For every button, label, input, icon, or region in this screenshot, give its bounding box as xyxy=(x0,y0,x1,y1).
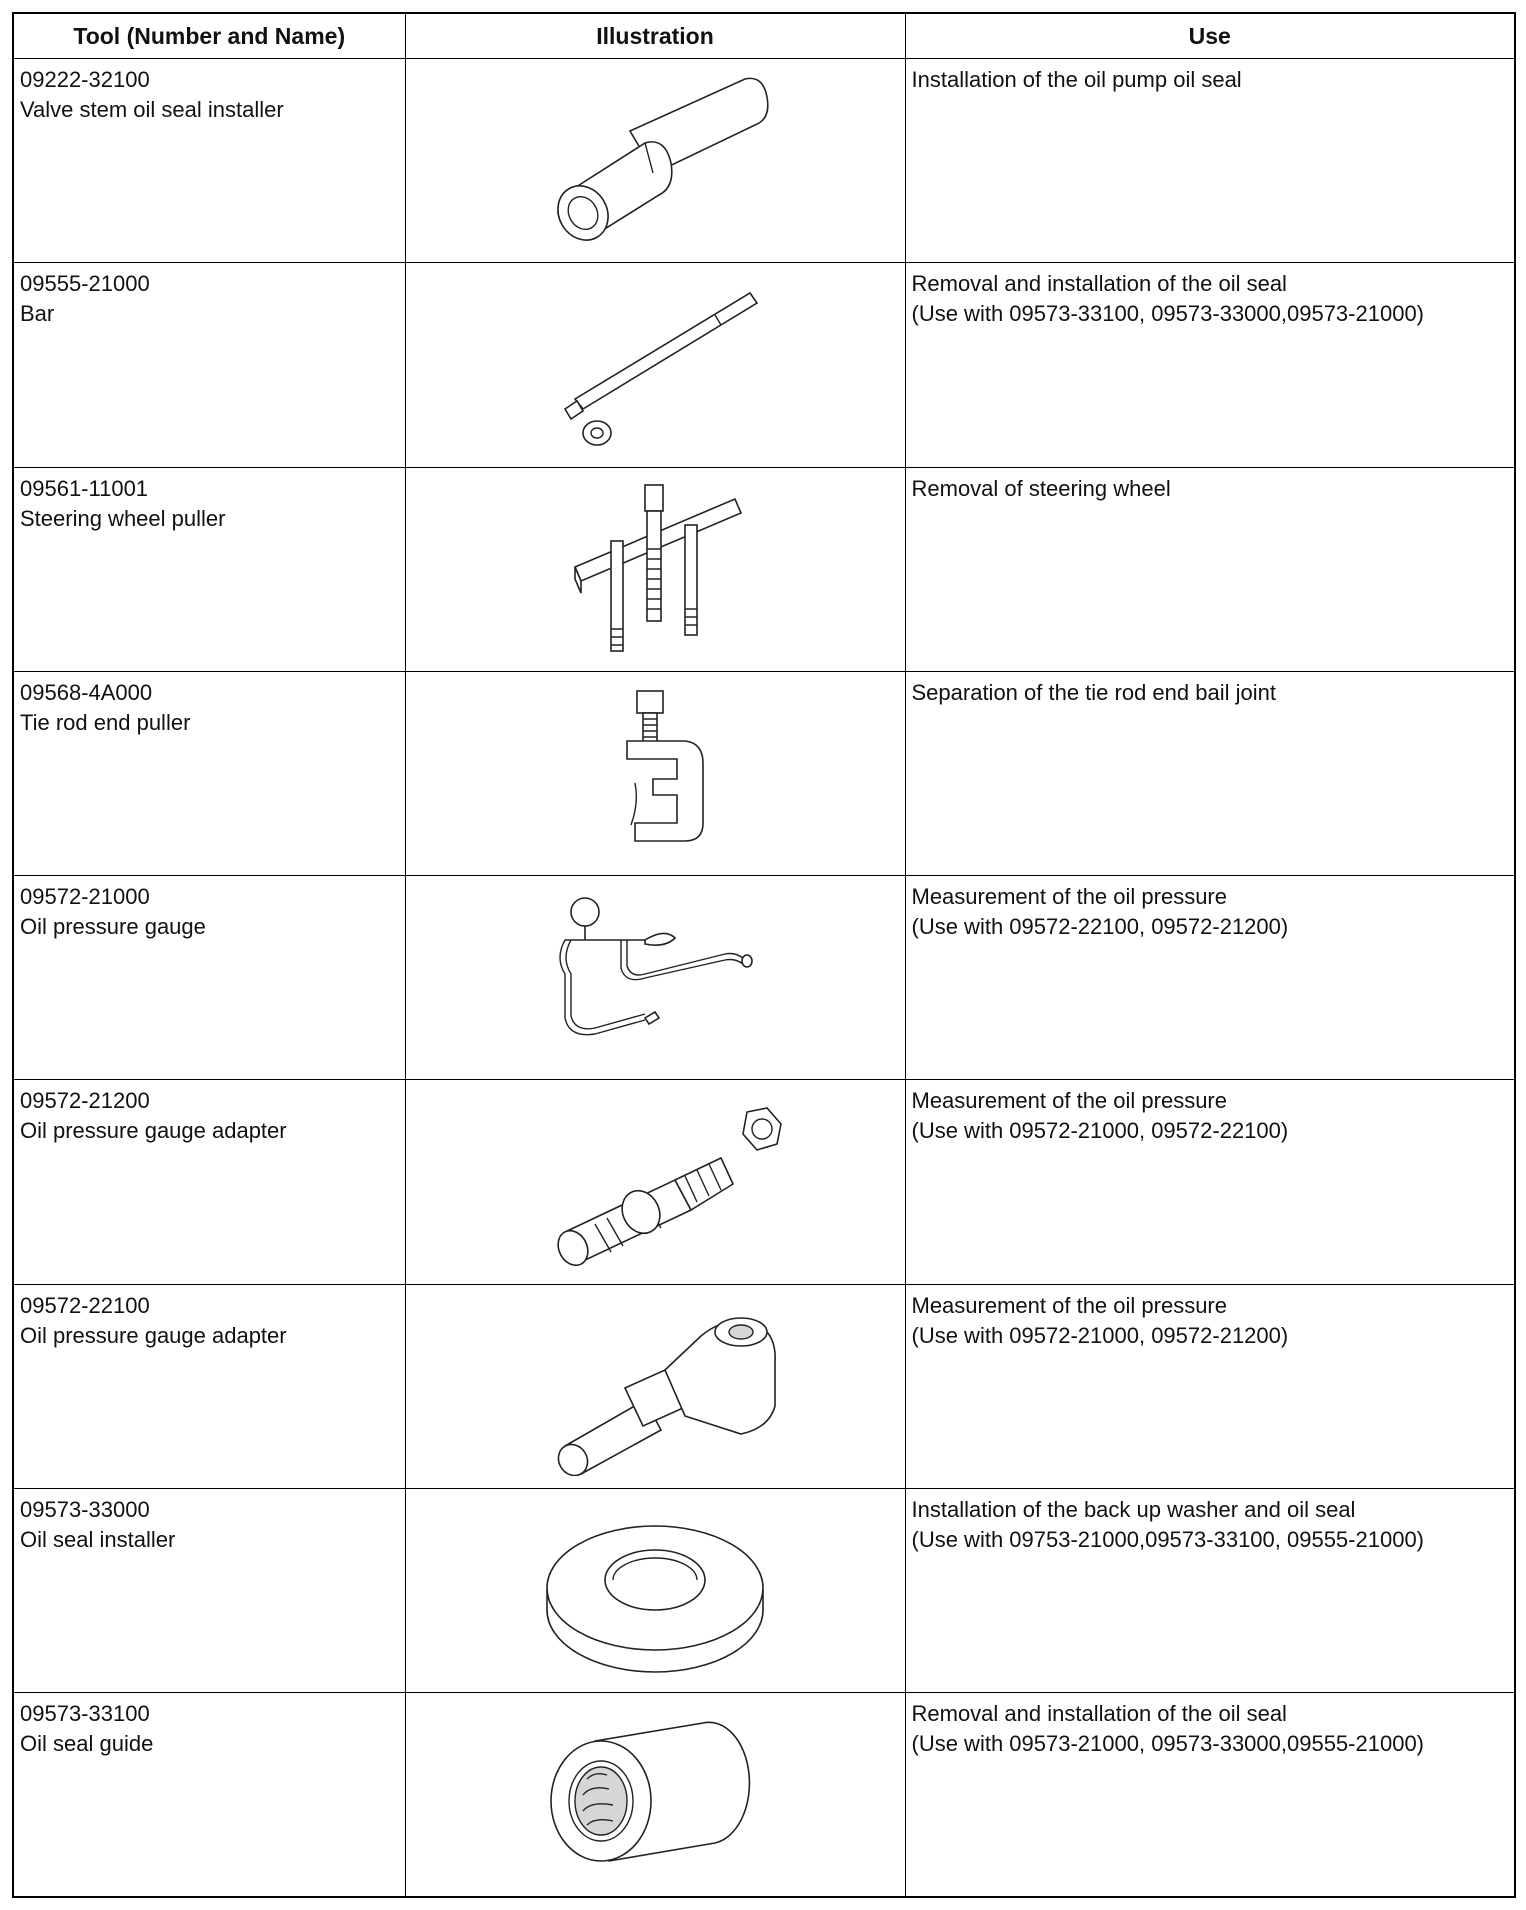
table-row xyxy=(13,671,1515,875)
tool-cell xyxy=(13,671,405,875)
header-use: Use xyxy=(905,13,1515,59)
table-row xyxy=(13,467,1515,671)
use-cell xyxy=(905,59,1515,263)
use-text: Measurement of the oil pressure xyxy=(911,1292,1227,1318)
table-header-row xyxy=(13,13,1515,59)
use-cell xyxy=(905,1488,1515,1692)
use-text: Installation of the back up washer and oil seal xyxy=(911,1496,1356,1522)
tool-number: 09572-22100 xyxy=(20,1292,150,1318)
tool-cell xyxy=(13,1080,405,1284)
tool-number: 09572-21200 xyxy=(20,1088,150,1114)
illustration-cell xyxy=(405,1693,905,1897)
tool-cell xyxy=(13,467,405,671)
tool-name: Oil pressure gauge xyxy=(20,914,206,940)
tool-number: 09573-33000 xyxy=(20,1496,150,1522)
tool-name: Steering wheel puller xyxy=(20,505,226,531)
tool-cell xyxy=(13,876,405,1080)
use-cell xyxy=(905,671,1515,875)
use-text: Installation of the oil pump oil seal xyxy=(911,67,1242,92)
use-cell xyxy=(905,1080,1515,1284)
use-cell xyxy=(905,263,1515,467)
use-note: (Use with 09572-22100, 09572-21200) xyxy=(911,914,1289,940)
tool-number: 09572-21000 xyxy=(20,884,150,910)
ring-washer-icon xyxy=(525,1500,785,1680)
banjo-adapter-icon xyxy=(525,1296,785,1476)
tool-name: Valve stem oil seal installer xyxy=(20,97,284,122)
use-cell xyxy=(905,1284,1515,1488)
illustration-cell xyxy=(405,263,905,467)
tool-number: 09573-33100 xyxy=(20,1701,150,1727)
bar-icon xyxy=(535,275,775,455)
table-row xyxy=(13,876,1515,1080)
tool-cell xyxy=(13,1488,405,1692)
tool-name: Tie rod end puller xyxy=(20,709,191,735)
use-text: Separation of the tie rod end bail joint xyxy=(911,679,1276,705)
table-row xyxy=(13,59,1515,263)
tool-number: 09555-21000 xyxy=(20,271,150,297)
seal-guide-icon xyxy=(525,1705,785,1885)
use-text: Removal and installation of the oil seal xyxy=(911,271,1287,297)
tool-name: Oil pressure gauge adapter xyxy=(20,1118,287,1144)
cylinder-installer-icon xyxy=(535,71,775,251)
use-note: (Use with 09573-33100, 09573-33000,09573-21000) xyxy=(911,301,1424,327)
illustration-cell xyxy=(405,59,905,263)
tool-name: Oil seal installer xyxy=(20,1526,176,1552)
tool-name: Bar xyxy=(20,301,55,327)
illustration-cell xyxy=(405,1488,905,1692)
illustration-cell xyxy=(405,671,905,875)
illustration-cell xyxy=(405,1284,905,1488)
table-row xyxy=(13,1284,1515,1488)
clamp-puller-icon xyxy=(535,683,775,863)
use-cell xyxy=(905,1693,1515,1897)
use-cell xyxy=(905,467,1515,671)
table-row xyxy=(13,1488,1515,1692)
fitting-nut-icon xyxy=(525,1092,785,1272)
tool-cell xyxy=(13,1284,405,1488)
use-text: Measurement of the oil pressure xyxy=(911,884,1227,910)
table-row xyxy=(13,1080,1515,1284)
use-text: Removal of steering wheel xyxy=(911,475,1171,501)
use-note: (Use with 09753-21000,09573-33100, 09555-21000) xyxy=(911,1526,1424,1552)
table-row xyxy=(13,263,1515,467)
header-tool: Tool (Number and Name) xyxy=(13,13,405,59)
use-note: (Use with 09573-21000, 09573-33000,09555-21000) xyxy=(911,1731,1424,1757)
table-row xyxy=(13,1693,1515,1897)
tool-name: Oil pressure gauge adapter xyxy=(20,1322,287,1348)
tool-number: 09561-11001 xyxy=(20,475,149,501)
illustration-cell xyxy=(405,1080,905,1284)
use-note: (Use with 09572-21000, 09572-22100) xyxy=(911,1118,1289,1144)
tool-name: Oil seal guide xyxy=(20,1731,154,1757)
use-note: (Use with 09572-21000, 09572-21200) xyxy=(911,1322,1289,1348)
illustration-cell xyxy=(405,467,905,671)
tool-cell xyxy=(13,1693,405,1897)
header-illustration: Illustration xyxy=(405,13,905,59)
puller-icon xyxy=(535,479,775,659)
use-cell xyxy=(905,876,1515,1080)
tool-cell xyxy=(13,263,405,467)
tool-number: 09222-32100 xyxy=(20,67,150,92)
tool-number: 09568-4A000 xyxy=(20,679,153,705)
use-text: Measurement of the oil pressure xyxy=(911,1088,1227,1114)
use-text: Removal and installation of the oil seal xyxy=(911,1701,1287,1727)
special-tools-table xyxy=(12,12,1516,1898)
tool-cell xyxy=(13,59,405,263)
illustration-cell xyxy=(405,876,905,1080)
pressure-gauge-icon xyxy=(525,888,785,1068)
